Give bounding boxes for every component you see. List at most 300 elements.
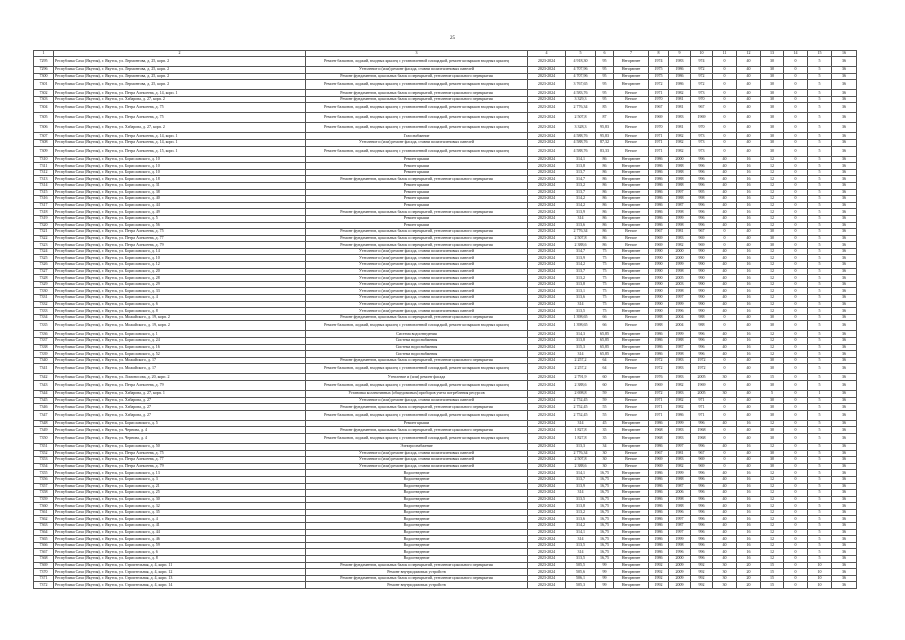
- table-cell: 1998: [669, 542, 691, 549]
- table-cell: 16: [737, 523, 761, 530]
- table-cell: 36: [832, 380, 857, 390]
- table-cell: 16: [737, 536, 761, 543]
- table-cell: Республика Саха (Якутия), г. Якутск, ул. Хабарова, д. 27, корп. 1: [54, 390, 306, 397]
- table-cell: 1998: [669, 222, 691, 229]
- table-cell: 86: [596, 222, 614, 229]
- table-cell: 1986: [649, 476, 669, 483]
- table-cell: Ремонт фундаментов, цокольных балок и перекрытий, утепление цокольного перекрытия: [306, 562, 528, 569]
- table-cell: 313,2: [566, 509, 596, 516]
- table-cell: 2023-2024: [528, 123, 566, 133]
- table-cell: 1990: [649, 255, 669, 262]
- table-cell: Республика Саха (Якутия), г. Якутск, ул. Бориславского, д. 1: [54, 331, 306, 338]
- table-cell: 36: [832, 301, 857, 308]
- table-row: [34, 281, 857, 288]
- table-cell: 0: [784, 113, 808, 123]
- table-cell: 40: [713, 308, 737, 315]
- table-cell: 36: [832, 338, 857, 345]
- table-cell: 313,6: [566, 222, 596, 229]
- table-cell: 988: [691, 314, 713, 321]
- table-row: [34, 196, 857, 203]
- table-cell: Негорючее: [614, 222, 649, 229]
- table-cell: 7327: [34, 268, 54, 275]
- column-number: 12: [737, 51, 761, 57]
- table-cell: 2023-2024: [528, 516, 566, 523]
- table-cell: 2023-2024: [528, 57, 566, 67]
- table-cell: 2023-2024: [528, 509, 566, 516]
- table-cell: 7365: [34, 536, 54, 543]
- table-cell: 5: [808, 433, 832, 443]
- table-cell: 971: [691, 404, 713, 411]
- table-cell: 36: [832, 450, 857, 457]
- table-cell: 2023-2024: [528, 549, 566, 556]
- table-cell: 7334: [34, 314, 54, 321]
- table-cell: Ремонт крыши: [306, 163, 528, 170]
- table-cell: 5: [808, 189, 832, 196]
- table-cell: 40: [737, 410, 761, 420]
- table-cell: 75: [596, 288, 614, 295]
- table-cell: 0: [784, 169, 808, 176]
- table-cell: Республика Саха (Якутия), г. Якутск, ул. Строительная, д. 4, корп. 11: [54, 562, 306, 569]
- table-cell: 16: [737, 182, 761, 189]
- table-cell: 2023-2024: [528, 67, 566, 74]
- table-cell: 86: [596, 196, 614, 203]
- table-cell: 0: [784, 321, 808, 331]
- table-cell: 1988: [669, 476, 691, 483]
- table-cell: 2009: [669, 562, 691, 569]
- table-cell: Утепление и (или) ремонт фасада, ставни полиэтиленовых панелей: [306, 457, 528, 464]
- table-cell: 36: [832, 575, 857, 582]
- table-cell: 314,7: [566, 176, 596, 183]
- table-cell: 2023-2024: [528, 483, 566, 490]
- table-cell: 7369: [34, 562, 54, 569]
- table-cell: Республика Саха (Якутия), г. Якутск, ул. Петра Алексеева, д. 75: [54, 113, 306, 123]
- table-cell: 75: [596, 255, 614, 262]
- table-cell: Республика Саха (Якутия), г. Якутск, ул. Бориславского, д. 30: [54, 496, 306, 503]
- table-cell: Республика Саха (Якутия), г. Якутск, ул. Бориславского, д. 10: [54, 163, 306, 170]
- table-cell: 30: [761, 73, 784, 80]
- table-cell: 75: [596, 275, 614, 282]
- table-cell: 967: [691, 229, 713, 236]
- table-cell: 996: [691, 509, 713, 516]
- table-cell: 313,5: [566, 542, 596, 549]
- table-cell: 5: [808, 209, 832, 216]
- table-cell: 1983: [669, 235, 691, 242]
- table-cell: 20: [737, 582, 761, 589]
- table-cell: 40: [737, 139, 761, 146]
- table-cell: Республика Саха (Якутия), г. Якутск, ул. Бориславского, д. 10: [54, 255, 306, 262]
- table-cell: Ремонт балконов, лоджий, входных крылец с установленной площадкой, ремонт козырьков входных крылец: [306, 321, 528, 331]
- table-cell: 5: [808, 169, 832, 176]
- table-cell: 5: [808, 262, 832, 269]
- table-cell: 2023-2024: [528, 242, 566, 249]
- table-cell: 990: [691, 301, 713, 308]
- table-cell: 2023-2024: [528, 562, 566, 569]
- table-cell: 505,3: [566, 582, 596, 589]
- table-cell: 99: [596, 562, 614, 569]
- table-cell: Негорючее: [614, 248, 649, 255]
- table-cell: 2023-2024: [528, 209, 566, 216]
- table-cell: Республика Саха (Якутия), г. Якутск, ул. Лермонтова, д. 25, корп. 2: [54, 80, 306, 90]
- table-cell: 36: [832, 67, 857, 74]
- table-cell: 30: [761, 103, 784, 113]
- table-cell: 0: [713, 242, 737, 249]
- table-row: [34, 470, 857, 477]
- table-cell: 2023-2024: [528, 410, 566, 420]
- table-cell: 1986: [649, 556, 669, 563]
- table-cell: Негорючее: [614, 338, 649, 345]
- table-cell: 30: [761, 113, 784, 123]
- table-cell: 2023-2024: [528, 222, 566, 229]
- table-cell: 5: [808, 420, 832, 427]
- table-cell: Республика Саха (Якутия), г. Якутск, ул. Петра Алексеева, д. 15, корп. 1: [54, 146, 306, 156]
- table-row: [34, 103, 857, 113]
- table-cell: 1986: [649, 196, 669, 203]
- table-cell: 7356: [34, 476, 54, 483]
- table-cell: 996: [691, 542, 713, 549]
- table-cell: 1969: [649, 457, 669, 464]
- table-cell: 40: [713, 275, 737, 282]
- table-cell: 0: [713, 427, 737, 434]
- table-cell: 1981: [669, 450, 691, 457]
- table-cell: 1999: [669, 470, 691, 477]
- table-cell: 2023-2024: [528, 575, 566, 582]
- table-row: [34, 496, 857, 503]
- table-cell: 40: [737, 314, 761, 321]
- table-cell: 0: [713, 235, 737, 242]
- table-cell: 969: [691, 457, 713, 464]
- table-cell: 0: [713, 410, 737, 420]
- table-cell: Негорючее: [614, 569, 649, 576]
- table-cell: 40: [713, 209, 737, 216]
- table-cell: 5: [808, 536, 832, 543]
- table-cell: 64: [596, 364, 614, 374]
- table-cell: 5: [808, 476, 832, 483]
- table-cell: Негорючее: [614, 301, 649, 308]
- table-cell: 7311: [34, 163, 54, 170]
- table-cell: 5: [808, 556, 832, 563]
- table-cell: 0: [784, 103, 808, 113]
- table-cell: 2023-2024: [528, 529, 566, 536]
- table-cell: 996: [691, 176, 713, 183]
- table-cell: 313,2: [566, 275, 596, 282]
- table-cell: 996: [691, 338, 713, 345]
- table-cell: Республика Саха (Якутия), г. Якутск, ул. Бориславского, д. 29: [54, 281, 306, 288]
- table-cell: 40: [713, 338, 737, 345]
- table-cell: 314: [566, 351, 596, 358]
- table-cell: 16: [737, 476, 761, 483]
- table-cell: 2023-2024: [528, 268, 566, 275]
- table-cell: 40: [713, 176, 737, 183]
- table-cell: 12: [761, 156, 784, 163]
- table-cell: 36: [832, 176, 857, 183]
- table-cell: 16,75: [596, 503, 614, 510]
- table-cell: 314,2: [566, 196, 596, 203]
- table-cell: 36: [832, 470, 857, 477]
- table-cell: 0: [784, 331, 808, 338]
- table-cell: 95: [596, 67, 614, 74]
- table-row: [34, 420, 857, 427]
- table-cell: Ремонт балконов, лоджий, входных крылец с установленной площадкой, ремонт козырьков входных крылец: [306, 123, 528, 133]
- table-cell: 30: [761, 357, 784, 364]
- table-row: [34, 516, 857, 523]
- table-cell: Система водоснабжения: [306, 338, 528, 345]
- table-cell: 313,9: [566, 483, 596, 490]
- table-cell: Ветхое: [614, 139, 649, 146]
- table-cell: Республика Саха (Якутия), г. Якутск, ул. Бориславского, д. 16: [54, 344, 306, 351]
- table-cell: 1988: [669, 196, 691, 203]
- table-cell: 1986: [649, 490, 669, 497]
- table-cell: 40: [713, 268, 737, 275]
- table-cell: 36: [832, 503, 857, 510]
- table-cell: 40: [713, 542, 737, 549]
- table-cell: 1986: [649, 182, 669, 189]
- table-cell: 36: [832, 189, 857, 196]
- table-row: [34, 562, 857, 569]
- table-cell: 87,32: [596, 139, 614, 146]
- table-cell: 0: [784, 470, 808, 477]
- table-cell: 1969: [691, 113, 713, 123]
- table-cell: 1969: [649, 242, 669, 249]
- table-cell: 1986: [649, 529, 669, 536]
- table-cell: 5: [808, 103, 832, 113]
- table-cell: 5: [808, 364, 832, 374]
- table-row: [34, 235, 857, 242]
- table-cell: 16: [737, 503, 761, 510]
- table-cell: 5: [808, 397, 832, 404]
- table-cell: 16: [737, 490, 761, 497]
- table-cell: 2009: [669, 582, 691, 589]
- table-row: [34, 529, 857, 536]
- table-cell: Республика Саха (Якутия), г. Якутск, ул. Хабарова, д. 27: [54, 404, 306, 411]
- table-cell: 1990: [649, 248, 669, 255]
- table-cell: 0: [713, 139, 737, 146]
- table-cell: 7361: [34, 509, 54, 516]
- table-cell: Ветхое: [614, 404, 649, 411]
- table-cell: 2023-2024: [528, 427, 566, 434]
- table-row: [34, 182, 857, 189]
- table-cell: 16,75: [596, 542, 614, 549]
- table-cell: Республика Саха (Якутия), г. Якутск, ул. Можайского, д. 19, корп. 2: [54, 314, 306, 321]
- table-cell: 95: [596, 96, 614, 103]
- table-cell: 5: [808, 523, 832, 530]
- table-cell: 2023-2024: [528, 331, 566, 338]
- table-cell: 12: [761, 549, 784, 556]
- table-cell: 996: [691, 443, 713, 450]
- table-cell: Ремонт фундаментов, цокольных балок и перекрытий, утепление цокольного перекрытия: [306, 427, 528, 434]
- table-cell: 0: [784, 357, 808, 364]
- table-cell: 314: [566, 420, 596, 427]
- table-cell: Негорючее: [614, 57, 649, 67]
- table-cell: 1998: [669, 351, 691, 358]
- table-cell: Ветхое: [614, 390, 649, 397]
- table-cell: 2 257,2: [566, 364, 596, 374]
- table-cell: Ремонт крыши: [306, 189, 528, 196]
- table-cell: Негорючее: [614, 433, 649, 443]
- table-cell: 86: [596, 163, 614, 170]
- table-row: [34, 80, 857, 90]
- table-row: [34, 242, 857, 249]
- table-cell: 996: [691, 351, 713, 358]
- table-cell: 30: [761, 57, 784, 67]
- table-row: [34, 176, 857, 183]
- table-cell: 0: [784, 229, 808, 236]
- table-cell: 7328: [34, 275, 54, 282]
- table-row: [34, 433, 857, 443]
- table-cell: 1971: [649, 410, 669, 420]
- table-cell: Водоотведение: [306, 476, 528, 483]
- table-cell: 16: [737, 301, 761, 308]
- table-cell: 7336: [34, 331, 54, 338]
- table-cell: 5: [808, 196, 832, 203]
- table-cell: 7303: [34, 96, 54, 103]
- table-cell: 1999: [669, 331, 691, 338]
- table-cell: Негорючее: [614, 529, 649, 536]
- table-cell: 86: [596, 176, 614, 183]
- column-number: 13: [761, 51, 784, 57]
- table-cell: 5: [808, 113, 832, 123]
- table-cell: Республика Саха (Якутия), г. Якутск, ул. Чернова, д. 4: [54, 433, 306, 443]
- table-cell: 5: [808, 248, 832, 255]
- table-cell: 1990: [649, 281, 669, 288]
- table-cell: 16,75: [596, 490, 614, 497]
- table-cell: 7349: [34, 427, 54, 434]
- table-cell: 1988: [649, 314, 669, 321]
- table-cell: 0: [713, 67, 737, 74]
- table-cell: 1983: [669, 357, 691, 364]
- table-cell: 7371: [34, 575, 54, 582]
- table-cell: 0: [713, 146, 737, 156]
- table-cell: 36: [832, 169, 857, 176]
- table-cell: 7348: [34, 420, 54, 427]
- table-cell: 2000: [669, 156, 691, 163]
- table-cell: Ремонт фундаментов, цокольных балок и перекрытий, утепление цокольного перекрытия: [306, 314, 528, 321]
- table-cell: 7319: [34, 215, 54, 222]
- table-cell: 0: [784, 569, 808, 576]
- table-cell: 7337: [34, 338, 54, 345]
- table-cell: 5: [808, 503, 832, 510]
- table-cell: 5: [808, 457, 832, 464]
- table-cell: 16: [737, 209, 761, 216]
- table-cell: 5: [808, 146, 832, 156]
- table-cell: 12: [761, 196, 784, 203]
- table-cell: 16,75: [596, 556, 614, 563]
- table-cell: 314,7: [566, 248, 596, 255]
- table-cell: 2023-2024: [528, 404, 566, 411]
- table-cell: 16: [737, 483, 761, 490]
- table-cell: Негорючее: [614, 536, 649, 543]
- table-cell: Водоотведение: [306, 516, 528, 523]
- table-row: [34, 509, 857, 516]
- table-cell: 7341: [34, 364, 54, 374]
- table-cell: Ремонт балконов, лоджий, входных крылец с установленной площадкой, ремонт козырьков входных крылец: [306, 57, 528, 67]
- table-cell: 36: [832, 509, 857, 516]
- table-cell: 7351: [34, 443, 54, 450]
- table-cell: 36: [832, 222, 857, 229]
- table-cell: 12: [761, 470, 784, 477]
- table-row: [34, 404, 857, 411]
- table-row: [34, 443, 857, 450]
- table-cell: 36: [832, 80, 857, 90]
- table-cell: 40: [713, 331, 737, 338]
- table-cell: 85: [596, 103, 614, 113]
- table-cell: 2009: [669, 569, 691, 576]
- table-cell: 36: [832, 308, 857, 315]
- table-cell: 0: [784, 139, 808, 146]
- table-cell: 95,83: [596, 123, 614, 133]
- table-cell: 5: [808, 80, 832, 90]
- column-number: 2: [54, 51, 306, 57]
- table-cell: 1981: [669, 229, 691, 236]
- table-cell: 5: [761, 390, 784, 397]
- table-cell: 10: [808, 582, 832, 589]
- table-cell: 2000: [669, 255, 691, 262]
- table-cell: 998: [691, 196, 713, 203]
- table-cell: 16,75: [596, 523, 614, 530]
- table-cell: 1986: [669, 410, 691, 420]
- table-cell: 30: [761, 380, 784, 390]
- table-cell: Негорючее: [614, 176, 649, 183]
- table-cell: Негорючее: [614, 255, 649, 262]
- table-cell: 971: [691, 410, 713, 420]
- table-cell: 7302: [34, 90, 54, 97]
- table-cell: Ветхое: [614, 229, 649, 236]
- table-cell: 40: [737, 433, 761, 443]
- table-cell: 5: [808, 202, 832, 209]
- table-cell: 1986: [649, 420, 669, 427]
- table-cell: 314,3: [566, 331, 596, 338]
- table-cell: 505,5: [566, 562, 596, 569]
- table-cell: Утепление и (или) ремонт фасада, ставни полиэтиленовых панелей: [306, 139, 528, 146]
- table-row: [34, 262, 857, 269]
- table-cell: 0: [784, 123, 808, 133]
- table-row: [34, 295, 857, 302]
- table-cell: 5: [808, 295, 832, 302]
- table-cell: 1990: [649, 262, 669, 269]
- table-cell: 7353: [34, 457, 54, 464]
- table-cell: 2023-2024: [528, 308, 566, 315]
- table-cell: 66: [596, 321, 614, 331]
- table-cell: Ремонт фундаментов, цокольных балок и перекрытий, утепление цокольного перекрытия: [306, 235, 528, 242]
- table-cell: Негорючее: [614, 275, 649, 282]
- table-cell: 95: [596, 90, 614, 97]
- table-row: [34, 582, 857, 589]
- table-cell: 36: [832, 483, 857, 490]
- table-cell: Республика Саха (Якутия), г. Якутск, ул. Бориславского, д. 25: [54, 490, 306, 497]
- table-cell: 1987: [669, 344, 691, 351]
- table-cell: 2000: [669, 556, 691, 563]
- column-number: 6: [596, 51, 614, 57]
- table-cell: 10: [808, 562, 832, 569]
- table-cell: 36: [832, 156, 857, 163]
- table-cell: 36: [832, 295, 857, 302]
- table-cell: 40: [737, 380, 761, 390]
- table-cell: 7360: [34, 503, 54, 510]
- table-cell: 0: [784, 404, 808, 411]
- table-cell: 1990: [649, 308, 669, 315]
- table-cell: Республика Саха (Якутия), г. Якутск, ул. Петра Алексеева, д. 14, корп. 1: [54, 139, 306, 146]
- table-cell: 40: [737, 80, 761, 90]
- table-cell: 1990: [649, 295, 669, 302]
- table-cell: 0: [784, 202, 808, 209]
- table-cell: 5: [808, 549, 832, 556]
- table-cell: 5: [808, 156, 832, 163]
- table-cell: 1967: [649, 450, 669, 457]
- table-cell: Республика Саха (Якутия), г. Якутск, ул. Бориславского, д. 12: [54, 262, 306, 269]
- table-cell: 0: [784, 288, 808, 295]
- table-cell: 970: [691, 96, 713, 103]
- table-cell: 7317: [34, 202, 54, 209]
- table-cell: 2023-2024: [528, 523, 566, 530]
